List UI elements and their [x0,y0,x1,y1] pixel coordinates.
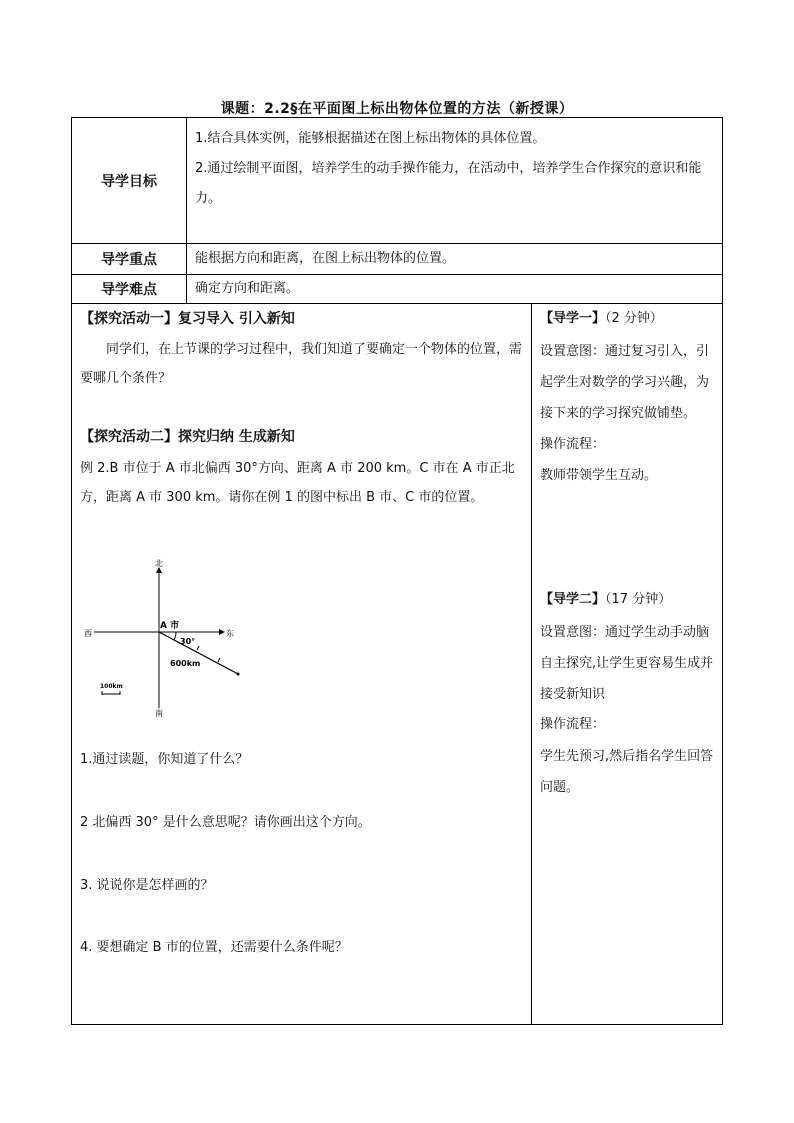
east-label: 东 [226,629,234,638]
angle-label: 30° [180,637,196,646]
guide2-intent: 设置意图：通过学生动手动脑自主探究,让学生更容易生成并接受新知识 [540,625,714,702]
difficulty-label: 导学难点 [72,275,187,303]
question-3: 3. 说说你是怎样画的？ [80,878,214,893]
lesson-table [71,117,723,1025]
north-label: 北 [155,559,163,568]
scale-label: 100km [100,683,123,690]
key-point-row [72,244,722,275]
guide2-process: 学生先预习,然后指名学生回答问题。 [540,749,714,795]
guide2-heading: 【导学二】 [540,592,606,607]
activity1-text: 同学们，在上节课的学习过程中，我们知道了要确定一个物体的位置，需要哪几个条件？ [80,342,523,386]
guide1-process: 教师带领学生互动。 [540,468,658,483]
activity2-heading: 【探究活动二】探究归纳 生成新知 [80,429,295,445]
angle-arc [174,632,176,640]
key-point-text: 能根据方向和距离，在图上标出物体的位置。 [195,251,456,266]
goal-item-2: 2.通过绘制平面图，培养学生的动手操作能力，在活动中，培养学生合作探究的意识和能力。 [195,161,702,206]
goals-row [72,118,722,244]
distance-label: 600km [170,659,201,668]
goals-content [187,118,722,243]
difficulty-text: 确定方向和距离。 [195,281,300,296]
guide2-time: （17 分钟） [605,592,672,607]
key-point-label: 导学重点 [72,244,187,274]
endpoint-dot [237,673,240,676]
tick-mark [218,658,220,662]
compass-diagram [80,558,260,718]
question-4: 4. 要想确定 B 市的位置，还需要什么条件呢？ [80,940,348,955]
guide1-title [540,304,663,334]
activity2-example: 例 2.B 市位于 A 市北偏西 30°方向、距离 A 市 200 km。C 市在 A 市正北方，距离 A 市 300 km。请你在例 1 的图中标出 B 市、C 市的位置。 [80,461,515,505]
west-label: 西 [84,629,92,638]
guide1-process-label: 操作流程： [540,437,606,452]
tick-mark [197,646,199,650]
guide2-title [540,585,671,615]
guide1-heading: 【导学一】 [540,311,606,326]
difficulty-row [72,275,722,304]
guide-column [532,304,722,1024]
goal-item-1: 1.结合具体实例，能够根据描述在图上标出物体的具体位置。 [195,131,546,146]
south-label: 南 [155,709,163,718]
goals-label: 导学目标 [72,118,187,243]
guide1-time: （2 分钟） [605,311,663,326]
activity1-heading: 【探究活动一】复习导入 引入新知 [80,311,295,327]
activity-column [72,304,532,1024]
question-1: 1.通过读题，你知道了什么？ [80,752,249,767]
guide1-intent: 设置意图：通过复习引入，引起学生对数学的学习兴趣，为接下来的学习探究做铺垫。 [540,344,710,421]
question-2: 2 北偏西 30° 是什么意思呢？请你画出这个方向。 [80,815,371,830]
city-a-label: A 市 [160,621,180,631]
page-title: 课题：2.2§在平面图上标出物体位置的方法（新授课） [220,101,574,117]
guide2-process-label: 操作流程： [540,717,606,732]
